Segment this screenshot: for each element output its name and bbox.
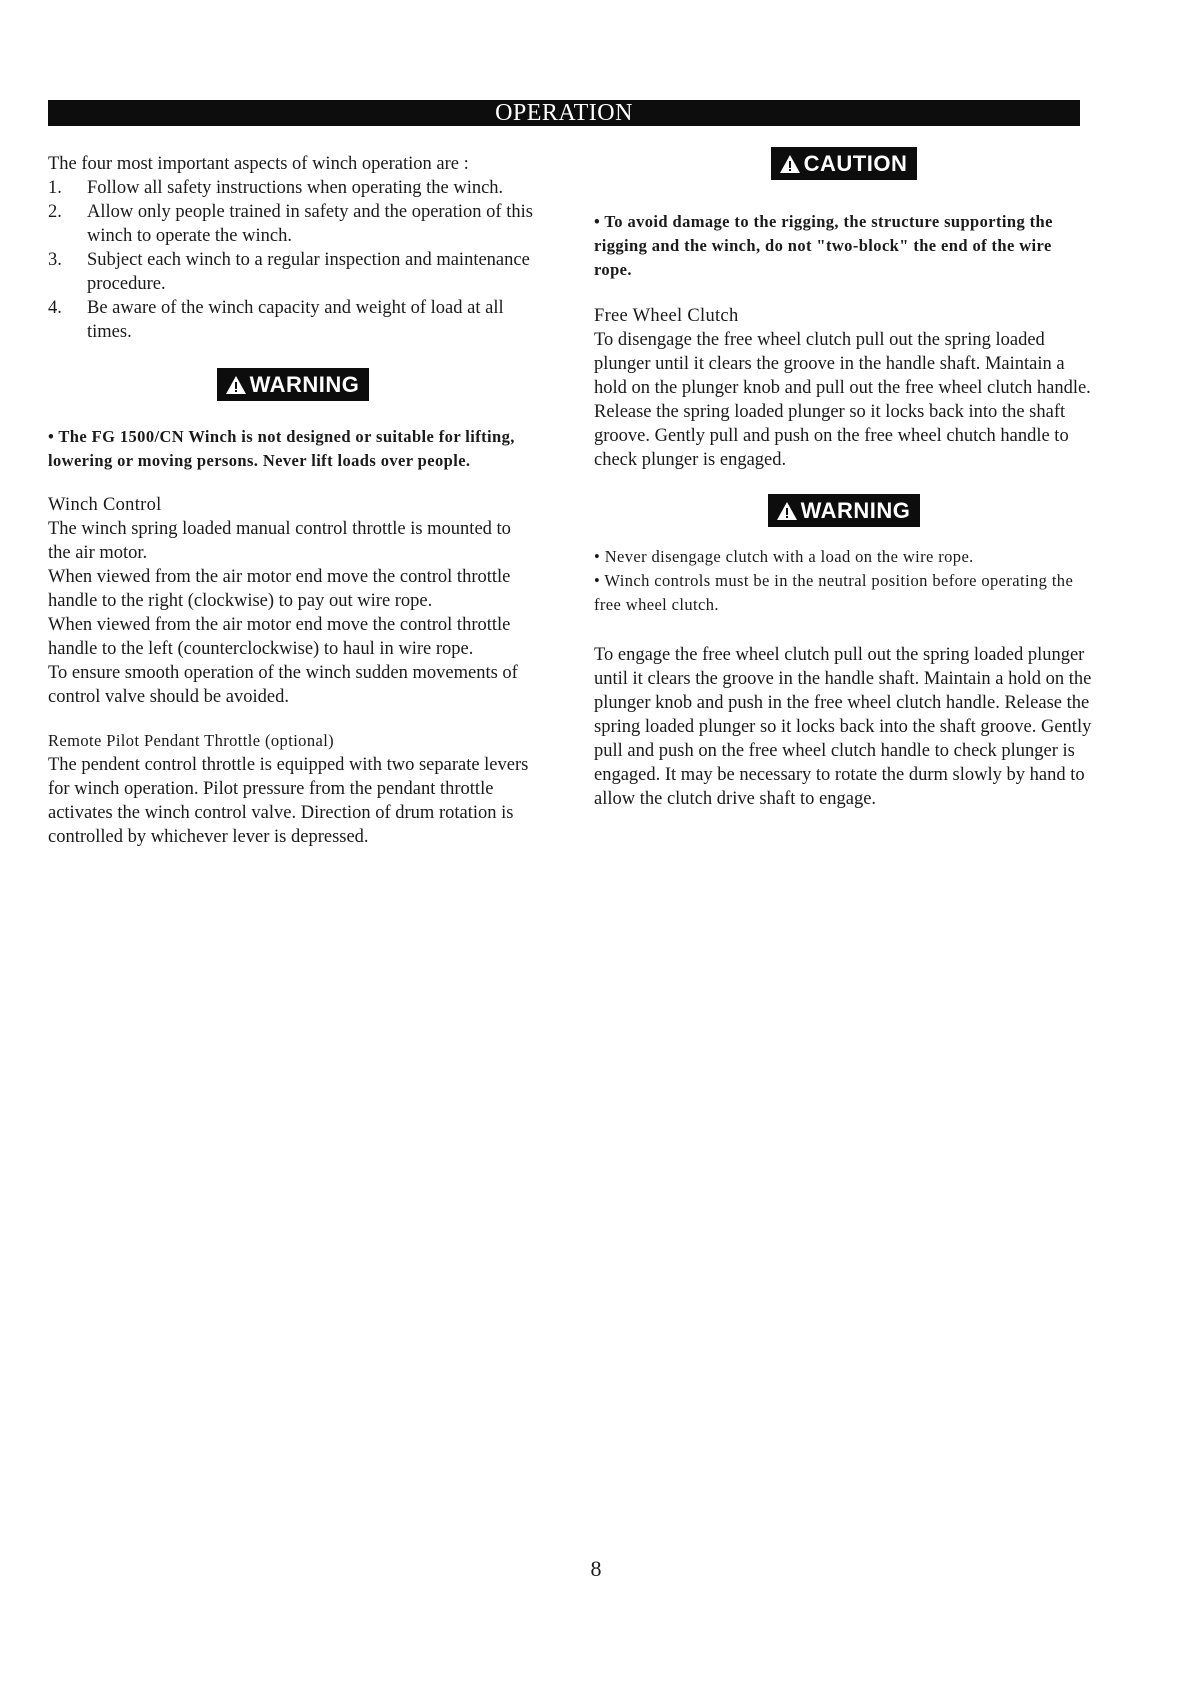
page-number: 8 [590,1556,602,1581]
warning-bullet: • Winch controls must be in the neutral position before operating the free wheel clutch. [594,571,1074,614]
winch-control-paragraph: The winch spring loaded manual control throttle is mounted to the air motor. [48,519,511,563]
list-text: Be aware of the winch capacity and weight of load at all times. [87,298,504,342]
aspects-list [48,176,538,344]
free-wheel-heading: Free Wheel Clutch [594,306,739,326]
list-number: 1. [48,178,62,198]
list-text: Allow only people trained in safety and the operation of this winch to operate the winch. [87,202,533,246]
list-item [48,200,538,248]
right-column [594,152,1094,811]
caution-badge [771,147,918,180]
list-item [48,176,538,200]
remote-pilot-heading: Remote Pilot Pendant Throttle (optional) [48,731,335,750]
list-text: Follow all safety instructions when operating the winch. [87,178,504,198]
warning-label: WARNING [249,372,360,397]
warning-badge-wrap [48,368,538,401]
winch-control-paragraph: To ensure smooth operation of the winch sudden movements of control valve should be avoided. [48,663,518,707]
winch-control-paragraph: When viewed from the air motor end move the control throttle handle to the right (clockwise) to pay out wire rope. [48,567,511,611]
section-title: OPERATION [495,100,633,126]
left-column [48,152,538,849]
caution-label: CAUTION [803,151,908,176]
section-header-bar [48,100,1080,126]
warning-badge [217,368,370,401]
engage-paragraph: To engage the free wheel clutch pull out the spring loaded plunger until it clears the groove in the handle shaft. Maintain a hold on the plunger knob and push in the free wheel clutch handle. Release the spring loaded plunger so it locks back into the shaft groove. Gently pull and push on the free wheel clutch handle to check plunger is engaged. It may be necessary to rotate the durm slowly by hand to allow the clutch drive shaft to engage. [594,645,1092,809]
list-item [48,296,538,344]
list-number: 3. [48,250,62,270]
warning-label: WARNING [800,498,911,523]
warning-triangle-icon [776,501,798,521]
warning-badge-wrap [594,494,1094,527]
caution-text: • To avoid damage to the rigging, the structure supporting the rigging and the winch, do not "two-block" the end of the wire rope. [594,212,1053,279]
winch-control-heading: Winch Control [48,495,162,515]
list-number: 2. [48,202,62,222]
warning-bullet: • Never disengage clutch with a load on the wire rope. [594,547,974,566]
warning-triangle-icon [779,154,801,174]
winch-control-paragraph: When viewed from the air motor end move the control throttle handle to the left (counterclockwise) to haul in wire rope. [48,615,511,659]
list-item [48,248,538,296]
list-text: Subject each winch to a regular inspection and maintenance procedure. [87,250,530,294]
caution-badge-wrap [594,147,1094,180]
warning-triangle-icon [225,375,247,395]
intro-text: The four most important aspects of winch operation are : [48,154,469,174]
remote-pilot-paragraph: The pendent control throttle is equipped with two separate levers for winch operation. Pilot pressure from the pendant throttle activates the winch control valve. Direction of drum rotation is controlled by whichever lever is depressed. [48,755,529,847]
free-wheel-paragraph: To disengage the free wheel clutch pull out the spring loaded plunger until it clears the groove in the handle shaft. Maintain a hold on the plunger knob and pull out the free wheel clutch handle. Release the spring loaded plunger so it locks back into the shaft groove. Gently pull and push on the free wheel chutch handle to check plunger is engaged. [594,330,1091,470]
list-number: 4. [48,298,62,318]
warning-badge [768,494,921,527]
warning-text: • The FG 1500/CN Winch is not designed or suitable for lifting, lowering or moving persons. Never lift loads over people. [48,427,515,470]
